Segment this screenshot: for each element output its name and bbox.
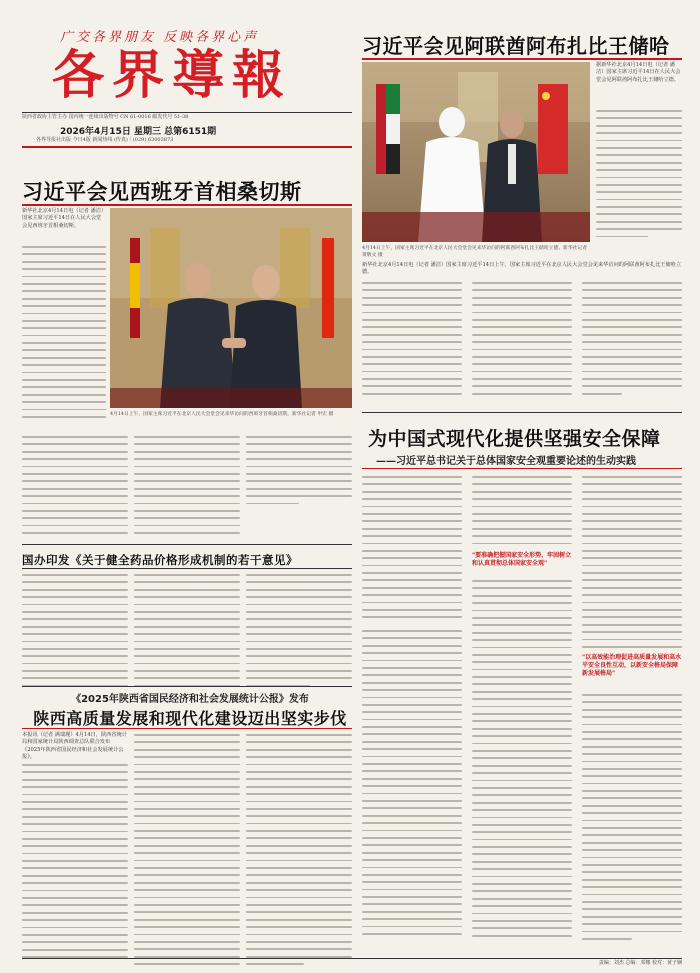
section-divider-right (362, 412, 682, 413)
third-col2-lines-a (472, 476, 572, 550)
third-rule (362, 468, 682, 469)
masthead-date: 2026年4月15日 星期三 总第6151期 (60, 127, 217, 137)
masthead-online: 各界导报社出版 今日4版 新闻热线 (传真)｜(029) 63003873 (36, 137, 174, 143)
third-headline: 为中国式现代化提供坚强安全保障 (368, 428, 661, 450)
fifth-rule (22, 728, 352, 729)
fourth-lines-3 (246, 574, 352, 692)
fifth-byline: 本报讯（记者 满瑞瑾）4月14日，陕西省统计局和国家统计局陕西调查总队联合发布《2025年陕西省国民经济和社会发展统计公报》。 (22, 732, 127, 761)
masthead-slogan: 广交各界朋友 反映各界心声 (60, 30, 260, 45)
fifth-lines-2 (134, 734, 240, 971)
second-body-lines (22, 246, 106, 423)
second-rule (22, 204, 352, 206)
third-pullquote-2: "以高效能治理促进高质量发展和高水平安全良性互动，以新安全格局保障新发展格局" (582, 654, 682, 677)
section-divider-1 (22, 544, 352, 545)
lead-photo (362, 62, 590, 242)
lead-body-lines-2 (472, 282, 572, 400)
fourth-lines-1 (22, 574, 128, 692)
third-col3-lines-a (582, 476, 682, 653)
fifth-headline: 陕西高质量发展和现代化建设迈出坚实步伐 (33, 709, 347, 728)
second-headline: 习近平会见西班牙首相桑切斯 (22, 180, 302, 204)
lead-rule (362, 58, 682, 60)
footer-editors: 责编：刘杰 总编：邓娜 校对：黄子娴 (598, 960, 682, 966)
fourth-rule (22, 568, 352, 569)
lead-headline: 习近平会见阿联酋阿布扎比王储哈 (362, 34, 670, 58)
second-bottom-lines-1 (22, 436, 128, 539)
fifth-lines-1 (22, 764, 128, 964)
third-subheadline: ——习近平总书记关于总体国家安全观重要论述的生动实践 (376, 456, 636, 467)
third-pullquote-1: "要准确把握国家安全形势，牢固树立和认真贯彻总体国家安全观" (472, 552, 572, 567)
second-body-lead: 新华社北京4月14日电（记者 潘洁）国家主席习近平14日在人民大会堂会见西班牙首相桑切斯。 (22, 208, 104, 229)
masthead-title: 各界導報 (52, 45, 293, 106)
lead-body-lines-1 (362, 282, 462, 400)
lead-sidebar-lines (596, 110, 682, 243)
second-photo-caption: 4月14日上午，国家主席习近平在北京人民大会堂会见来华访问的西班牙首相桑切斯。新华社记者 申宏 摄 (110, 412, 334, 417)
second-photo (110, 208, 352, 408)
fifth-kicker: 《2025年陕西省国民经济和社会发展统计公报》发布 (71, 694, 309, 705)
section-divider-2 (22, 686, 352, 687)
fifth-lines-3 (246, 734, 352, 971)
fourth-lines-2 (134, 574, 240, 692)
lead-photo-caption: 4月14日上午，国家主席习近平在北京人民大会堂会见来华访问的阿联酋阿布扎比王储哈立德。新华社记者 黄敬文 摄 (362, 246, 588, 258)
third-col2-lines-b (472, 580, 572, 942)
fourth-headline: 国办印发《关于健全药品价格形成机制的若干意见》 (22, 553, 298, 567)
second-bottom-lines-3 (246, 436, 352, 510)
footer-rule (22, 958, 682, 959)
second-bottom-lines-2 (134, 436, 240, 539)
masthead-red-rule (22, 146, 352, 148)
third-col3-lines-b (582, 694, 682, 945)
lead-body-lines-3 (582, 282, 682, 400)
masthead-divider (22, 112, 352, 113)
lead-byline: 新华社北京4月14日电（记者 潘洁）国家主席习近平14日上午，国家主席习近平在北京人民大会堂会见来华访问的阿联酋阿布扎比王储哈立德。 (362, 262, 682, 276)
lead-sidebar-text: 据新华社北京4月14日电（记者 潘洁）国家主席习近平14日在人民大会堂会见阿联酋阿布扎比王储哈立德。 (596, 62, 681, 83)
third-col1-lines-a (362, 476, 462, 624)
third-col1-lines-b (362, 630, 462, 940)
masthead-publisher: 陕西省政协主管主办 国内统一连续出版物号 CN 61-0016 邮发代号 51-38 (22, 114, 189, 120)
